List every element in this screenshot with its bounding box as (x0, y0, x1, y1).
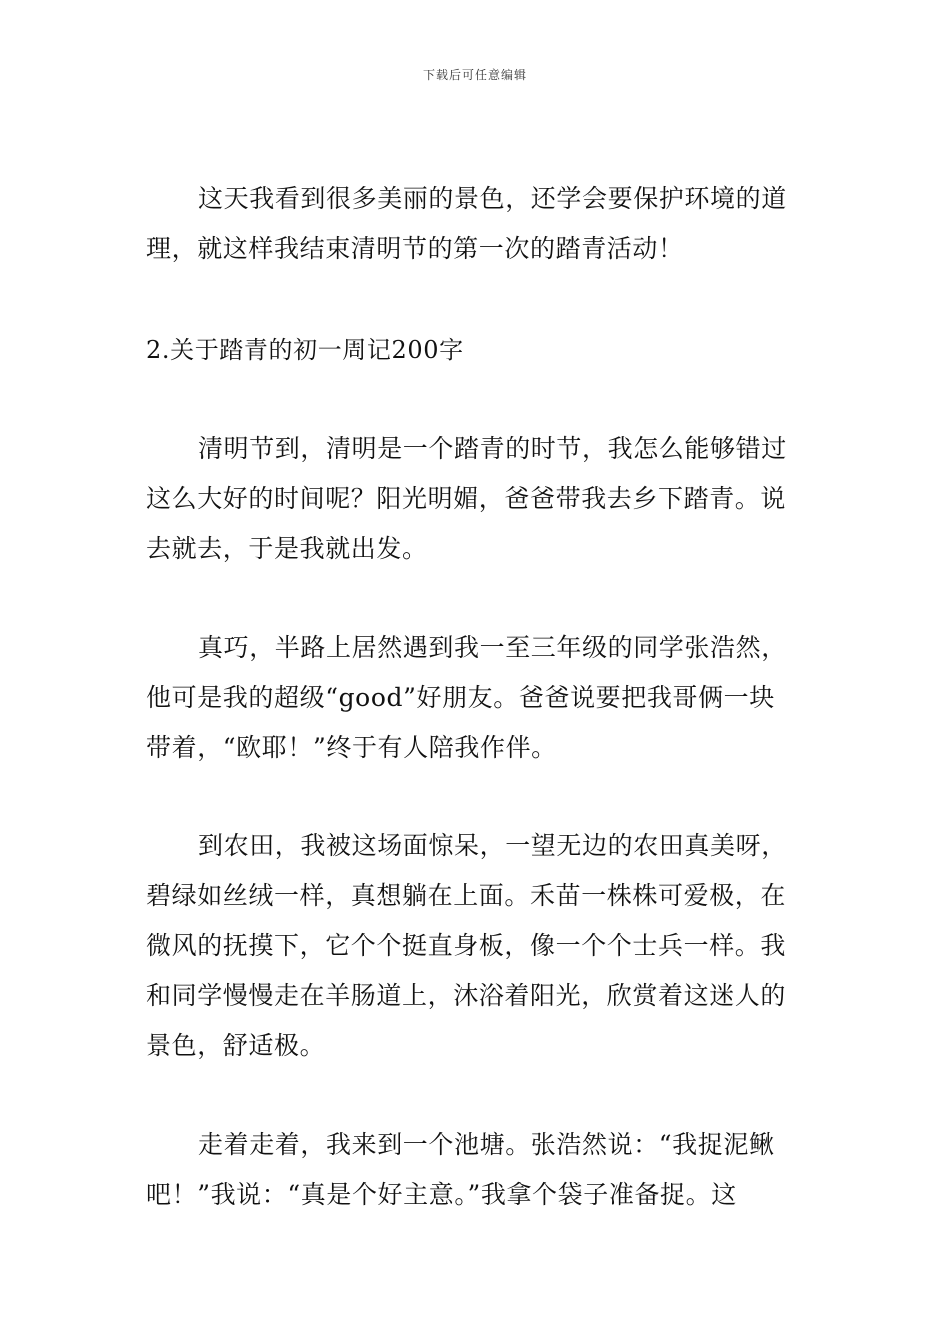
paragraph-4-line-2: 碧绿如丝绒一样，真想躺在上面。禾苗一株株可爱极，在 (146, 881, 787, 910)
paragraph-2-line-3: 去就去，于是我就出发。 (146, 534, 428, 563)
paragraph-2-line-1: 清明节到，清明是一个踏青的时节，我怎么能够错过 (198, 434, 787, 463)
paragraph-4-line-4: 和同学慢慢走在羊肠道上，沐浴着阳光，欣赏着这迷人的 (146, 981, 787, 1010)
paragraph-4-line-5: 景色，舒适极。 (146, 1031, 326, 1060)
paragraph-4-line-3: 微风的抚摸下，它个个挺直身板，像一个个士兵一样。我 (146, 931, 787, 960)
paragraph-2-line-2: 这么大好的时间呢？阳光明媚，爸爸带我去乡下踏青。说 (146, 484, 787, 513)
paragraph-3-line-3: 带着，“欧耶！”终于有人陪我作伴。 (146, 733, 557, 762)
paragraph-5-line-2: 吧！”我说：“真是个好主意。”我拿个袋子准备捉。这 (146, 1180, 737, 1209)
paragraph-5-line-1: 走着走着，我来到一个池塘。张浩然说：“我捉泥鳅 (198, 1130, 775, 1159)
header-note: 下载后可任意编辑 (422, 68, 527, 82)
paragraph-4-line-1: 到农田，我被这场面惊呆，一望无边的农田真美呀， (198, 831, 787, 860)
paragraph-3-line-2: 他可是我的超级“good”好朋友。爸爸说要把我哥俩一块 (146, 683, 775, 712)
paragraph-3-line-1: 真巧，半路上居然遇到我一至三年级的同学张浩然， (198, 633, 787, 662)
paragraph-1-line-1: 这天我看到很多美丽的景色，还学会要保护环境的道 (198, 184, 787, 213)
section-heading: 2.关于踏青的初一周记200字 (146, 336, 464, 364)
paragraph-1-line-2: 理，就这样我结束清明节的第一次的踏青活动！ (146, 234, 684, 263)
